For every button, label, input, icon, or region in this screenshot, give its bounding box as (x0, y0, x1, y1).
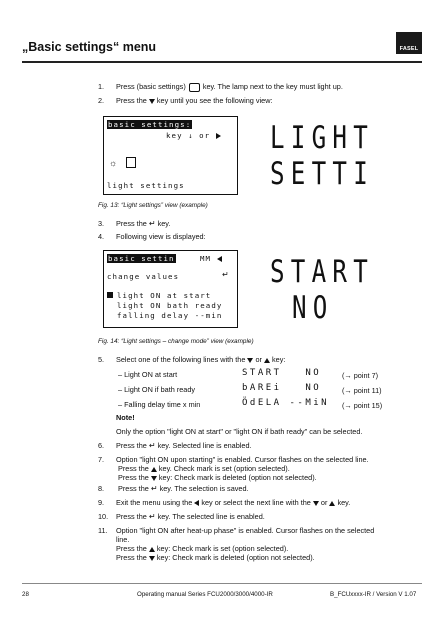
step-text: Press the (118, 464, 149, 473)
lcd-display-light-settings (103, 116, 238, 195)
lcd-mode-text: MM (200, 254, 212, 263)
check-mark-icon (107, 292, 113, 298)
step-text: or (320, 498, 328, 507)
down-arrow-key-icon (247, 358, 253, 363)
lcd-hint-or: or (199, 131, 211, 140)
lcd-mode (200, 254, 222, 263)
segment-line-2: SETTI (270, 156, 374, 192)
step-number: 9. (98, 498, 105, 507)
segment-line-1: LIGHT (270, 120, 374, 156)
lcd-title: basic settin (108, 254, 175, 263)
footer-version: B_FCUxxxx-IR / Version V 1.07 (330, 591, 417, 598)
lcd-display-change-mode (103, 250, 238, 328)
lcd-line-3: light ON bath ready (117, 301, 223, 310)
step-number: 10. (98, 512, 109, 521)
lcd-title: basic settings: (108, 120, 192, 129)
enter-key-icon: ↵ (148, 219, 156, 228)
segment-line-1: START (270, 254, 374, 290)
down-arrow-key-icon (313, 501, 319, 506)
step-text: Select one of the following lines with the (116, 355, 246, 364)
step-3 (98, 219, 171, 228)
step-9 (98, 498, 351, 507)
enter-icon: ↵ (222, 270, 229, 279)
step-number: 7. (98, 455, 105, 464)
step-text: Press the (116, 544, 147, 553)
step-number: 1. (98, 82, 105, 91)
step-text: key: Check mark is set (option selected). (156, 544, 289, 553)
up-arrow-key-icon (264, 358, 270, 363)
option-ref: (→ point 11) (342, 386, 382, 395)
lcd-hint (166, 131, 221, 140)
step-number: 8. (98, 484, 105, 493)
step-1 (98, 82, 343, 91)
segment-display-start (248, 252, 378, 328)
step-7 (98, 455, 369, 482)
segment-line-2: NO (292, 290, 334, 326)
option-code: START NO (242, 368, 322, 378)
option-code: ÖdELA --MiN (242, 398, 330, 408)
lcd-line-4: falling delay --min (117, 311, 223, 320)
step-text: key. Selected line is enabled. (157, 441, 252, 450)
step-text: Following view is displayed: (116, 232, 206, 241)
step-text: key. The selected line is enabled. (157, 512, 265, 521)
step-text: Press the (118, 484, 149, 493)
step-11 (98, 526, 375, 562)
step-2 (98, 96, 273, 105)
lamp-icon: ☼ (109, 158, 118, 168)
step-text: Option "light ON after heat-up phase" is enabled. Cursor flashes on the selected (116, 526, 375, 535)
header-rule (22, 61, 422, 63)
page-title: „Basic settings“ menu (22, 40, 157, 54)
step-8 (98, 484, 249, 493)
stand-icon (126, 157, 136, 168)
step-text: key until you see the following view: (156, 96, 273, 105)
step-text: Option "light ON upon starting" is enabled. Cursor flashes on the selected line. (116, 455, 369, 464)
step-text: or (255, 355, 262, 364)
step-text: Press the (118, 473, 149, 482)
segment-display-light (248, 118, 378, 194)
note-text: Only the option "light ON at start" or "light ON if bath ready" can be selected. (116, 427, 363, 436)
footer-rule (22, 583, 422, 584)
step-10 (98, 512, 265, 521)
option-label: – Light ON at start (118, 370, 178, 379)
down-arrow-icon: ↓ (188, 132, 194, 140)
up-arrow-key-icon (149, 547, 155, 552)
lcd-line-2: light ON at start (117, 291, 212, 300)
left-arrow-key-icon (194, 500, 199, 506)
up-arrow-key-icon (151, 467, 157, 472)
step-number: 3. (98, 219, 105, 228)
basic-settings-key-icon (189, 83, 200, 92)
step-number: 11. (98, 526, 108, 535)
step-text: Press the (116, 512, 147, 521)
option-label: – Light ON if bath ready (118, 385, 196, 394)
up-arrow-key-icon (329, 501, 335, 506)
left-arrow-icon (217, 256, 222, 262)
step-number: 2. (98, 96, 105, 105)
step-5 (98, 355, 286, 364)
lcd-bottom-line: light settings (107, 181, 185, 190)
step-text: key. Check mark is set (option selected). (158, 464, 290, 473)
footer-manual-title: Operating manual Series FCU2000/3000/4000-IR (137, 591, 273, 598)
lcd-hint-text: key (166, 131, 183, 140)
step-text: Press (basic settings) (116, 82, 186, 91)
step-text: Press the (116, 219, 147, 228)
step-text: key: Check mark is deleted (option not selected). (158, 473, 317, 482)
option-ref: (→ point 7) (342, 371, 379, 380)
figure-caption: Fig. 14: “Light settings – change mode” view (example) (98, 338, 254, 345)
page-number: 28 (22, 591, 29, 598)
step-text: key or select the next line with the (201, 498, 311, 507)
step-text: key. (337, 498, 351, 507)
step-text: line. (116, 535, 130, 544)
enter-key-icon: ↵ (148, 512, 156, 521)
enter-key-icon: ↵ (148, 441, 156, 450)
step-text: Press the (116, 553, 147, 562)
step-number: 4. (98, 232, 105, 241)
step-4 (98, 232, 206, 241)
option-ref: (→ point 15) (342, 401, 383, 410)
step-text: Press the (116, 441, 147, 450)
step-6 (98, 441, 252, 450)
lcd-line-1: change values (107, 272, 180, 281)
option-label: – Falling delay time x min (118, 400, 201, 409)
right-arrow-icon (216, 133, 221, 139)
figure-caption: Fig. 13: “Light settings” view (example) (98, 202, 208, 209)
down-arrow-key-icon (151, 476, 157, 481)
step-text: key. (157, 219, 171, 228)
step-text: key: Check mark is deleted (option not selected). (156, 553, 315, 562)
step-text: key. The selection is saved. (159, 484, 249, 493)
down-arrow-key-icon (149, 99, 155, 104)
step-text: key. The lamp next to the key must light up. (202, 82, 343, 91)
step-number: 6. (98, 441, 105, 450)
step-text: Exit the menu using the (116, 498, 193, 507)
step-text: Press the (116, 96, 147, 105)
logo-text: FASEL (399, 46, 419, 52)
down-arrow-key-icon (149, 556, 155, 561)
fasel-logo (396, 32, 422, 54)
step-text: key: (272, 355, 286, 364)
step-number: 5. (98, 355, 105, 364)
note-title: Note! (116, 413, 135, 422)
enter-key-icon: ↵ (150, 484, 158, 493)
option-code: bAREi NO (242, 383, 322, 393)
